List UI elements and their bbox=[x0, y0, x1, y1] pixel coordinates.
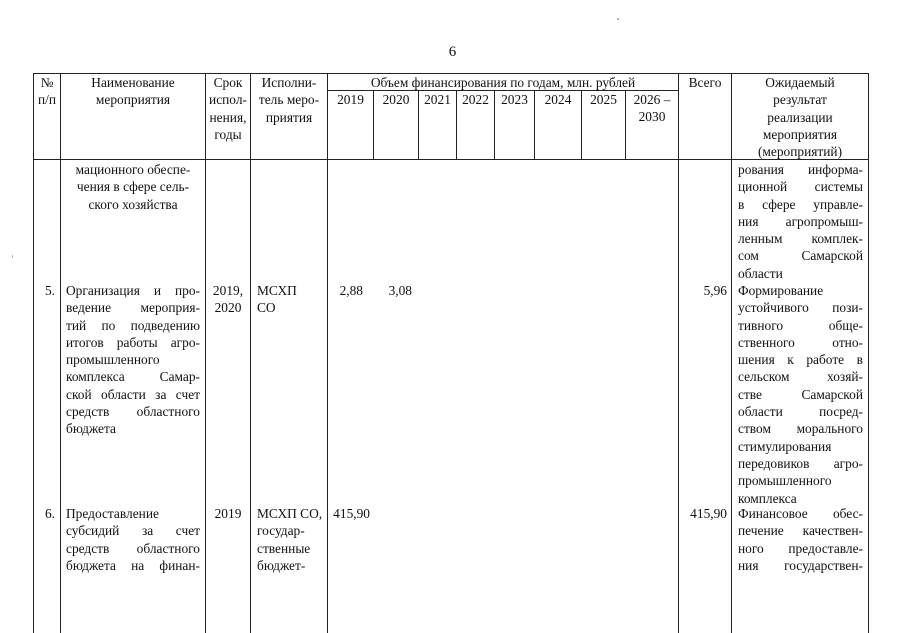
header-year-2025: 2025 bbox=[590, 92, 617, 107]
row-6-term: 2019 bbox=[214, 506, 242, 521]
header-year-2020: 2020 bbox=[382, 92, 410, 107]
col-border-3 bbox=[250, 73, 251, 633]
row-5-term: 2019, 2020 bbox=[212, 283, 244, 316]
header-year-2019: 2019 bbox=[337, 92, 364, 107]
header-term: Срок испол- нения, годы bbox=[209, 75, 247, 142]
header-result: Ожидаемый результат реализации мероприятия (мероприятий) bbox=[757, 75, 843, 160]
row-5-result: Формирование устойчивого пози- тивного обще- ственного отно- шения к работе в сельском хозяй- стве Самарской области посред- ством морального стимулирования передовиков агро- промышленного комплекса bbox=[738, 283, 863, 506]
header-year-2024: 2024 bbox=[544, 92, 572, 107]
row-5-value-2020: 3,08 bbox=[388, 283, 412, 298]
row-5-name: Организация и про- ведение мероприя- тий по подведению итогов работы агро- промышленного комплекса Самар- ской области за счет средств областного бюджета bbox=[66, 283, 200, 437]
scan-speck bbox=[617, 18, 619, 20]
header-total: Всего bbox=[688, 75, 722, 90]
col-border-2 bbox=[205, 73, 206, 633]
row-5-value-2019: 2,88 bbox=[339, 283, 363, 298]
row-6-result: Финансовое обес- печение качествен- ного предоставле- ния государствен- bbox=[738, 506, 863, 573]
row-5-num: 5. bbox=[44, 283, 55, 298]
col-border-1 bbox=[60, 73, 61, 633]
header-year-2021: 2021 bbox=[424, 92, 451, 107]
header-num: № п/п bbox=[37, 75, 57, 108]
header-executor: Исполни- тель меро- приятия bbox=[258, 75, 320, 125]
row-6-num: 6. bbox=[44, 506, 55, 521]
col-border-5 bbox=[678, 73, 679, 633]
header-name: Наименование мероприятия bbox=[91, 75, 175, 108]
row-5-total: 5,96 bbox=[703, 283, 727, 298]
row-6-executor: МСХП СО, государ- ственные бюджет- bbox=[257, 506, 323, 573]
header-year-2022: 2022 bbox=[462, 92, 489, 107]
page-number: 6 bbox=[448, 44, 457, 60]
row-6-name: Предоставление субсидий за счет средств областного бюджета на финан- bbox=[66, 506, 200, 573]
row-6-total: 415,90 bbox=[690, 506, 727, 521]
row-6-value-2019: 415,90 bbox=[333, 506, 370, 521]
continued-result: рования информа- ционной системы в сфере управле- ния агропромыш- ленным комплек- сом Самарской области bbox=[738, 162, 863, 281]
col-border-right bbox=[868, 73, 869, 633]
scan-speck bbox=[12, 255, 13, 258]
header-year-2026-2030: 2026 – 2030 bbox=[633, 92, 671, 125]
continued-name: мационного обеспе- чения в сфере сель- ского хозяйства bbox=[75, 162, 191, 212]
header-funding-group: Объем финансирования по годам, млн. рублей bbox=[370, 75, 636, 90]
col-border-left bbox=[33, 73, 34, 633]
row-5-executor: МСХП СО bbox=[257, 283, 297, 316]
header-year-2023: 2023 bbox=[501, 92, 528, 107]
